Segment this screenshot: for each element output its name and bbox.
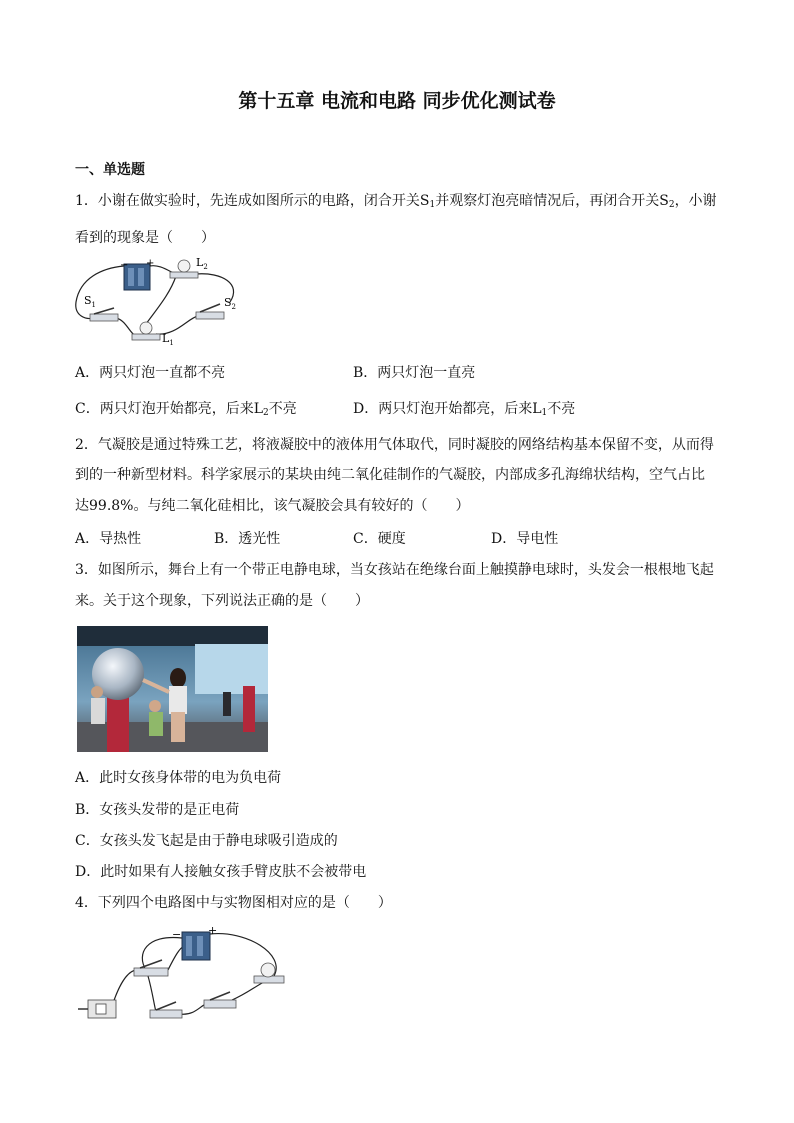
section-heading: 一、单选题	[75, 162, 145, 178]
q3-option-c: C．女孩头发飞起是由于静电球吸引造成的	[75, 833, 338, 849]
question-1-text: 1．小谢在做实验时，先连成如图所示的电路，闭合开关$S_1$并观察灯泡亮暗情况后，再闭合开关$S_2$，小谢	[75, 193, 717, 210]
q1-option-a: A．两只灯泡一直都不亮	[75, 365, 226, 381]
battery-plus-label: +	[146, 258, 155, 269]
switch-s2-label: $S_2$	[224, 296, 237, 311]
q4-battery-minus-label: −	[172, 928, 182, 941]
q2-option-a: A．导热性	[75, 531, 142, 547]
question-4-text: 4．下列四个电路图中与实物图相对应的是（ ）	[75, 895, 392, 911]
switch-s1-label: $S_1$	[84, 294, 97, 309]
bulb-l2-label: $L_2$	[196, 256, 208, 271]
question-3-text-line1: 3．如图所示，舞台上有一个带正电静电球，当女孩站在绝缘台面上触摸静电球时，头发会一根根地飞起	[75, 562, 714, 578]
q1-option-c: C．两只灯泡开始都亮，后来$L_2$不亮	[75, 401, 297, 418]
question-1-circuit-figure	[72, 254, 252, 350]
question-3-photo	[77, 626, 268, 752]
q4-battery-plus-label: +	[208, 924, 218, 937]
q1-option-d: D．两只灯泡开始都亮，后来$L_1$不亮	[353, 401, 576, 418]
q3-option-a: A．此时女孩身体带的电为负电荷	[75, 770, 282, 786]
battery-minus-label: −	[120, 260, 129, 271]
question-1-text-line2: 看到的现象是（ ）	[75, 230, 215, 246]
question-4-circuit-figure	[76, 924, 290, 1024]
q3-option-b: B．女孩头发带的是正电荷	[75, 802, 240, 818]
q1-option-b: B．两只灯泡一直亮	[353, 365, 476, 381]
question-2-text-line1: 2．气凝胶是通过特殊工艺，将液凝胶中的液体用气体取代，同时凝胶的网络结构基本保留不变，从而得	[75, 437, 714, 453]
q2-option-d: D．导电性	[491, 531, 559, 547]
page-title: 第十五章 电流和电路 同步优化测试卷	[238, 90, 556, 112]
question-3-text-line2: 来。关于这个现象，下列说法正确的是（ ）	[75, 593, 369, 609]
bulb-l1-label: $L_1$	[162, 332, 174, 347]
q3-option-d: D．此时如果有人接触女孩手臂皮肤不会被带电	[75, 864, 367, 880]
question-2-text-line2: 到的一种新型材料。科学家展示的某块由纯二氧化硅制作的气凝胶，内部成多孔海绵状结构，空气占比	[75, 467, 705, 483]
q2-option-c: C．硬度	[353, 531, 406, 547]
question-2-text-line3: 达99.8%。与纯二氧化硅相比，该气凝胶会具有较好的（ ）	[75, 498, 470, 514]
q2-option-b: B．透光性	[214, 531, 281, 547]
